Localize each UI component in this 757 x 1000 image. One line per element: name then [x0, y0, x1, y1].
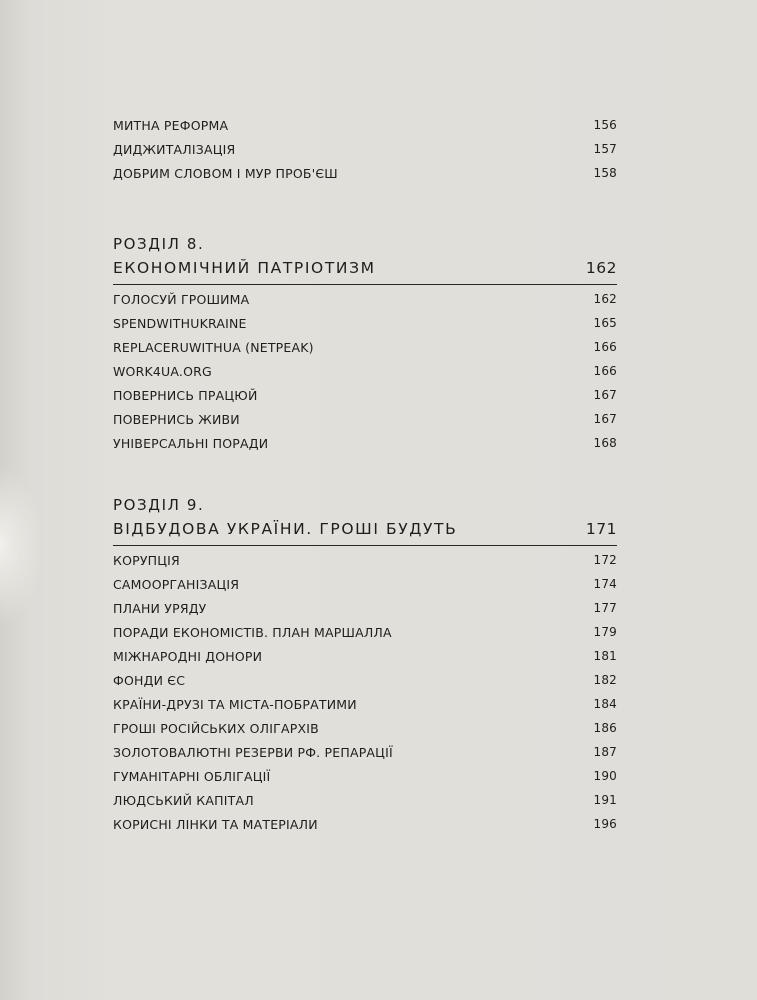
chapter-label: РОЗДІЛ 9.	[113, 496, 205, 514]
toc-entry-title: КОРУПЦІЯ	[113, 553, 180, 568]
toc-entry[interactable]	[113, 361, 617, 385]
toc-entry-page: 158	[593, 166, 617, 180]
toc-entry[interactable]	[113, 694, 617, 718]
toc-entry[interactable]	[113, 742, 617, 766]
toc-entry-title: ПОРАДИ ЕКОНОМІСТІВ. ПЛАН МАРШАЛЛА	[113, 625, 392, 640]
toc-entry-page: 162	[593, 292, 617, 306]
toc-entry-page: 184	[593, 697, 617, 711]
toc-entry[interactable]	[113, 385, 617, 409]
toc-entry[interactable]	[113, 670, 617, 694]
toc-entry-page: 157	[593, 142, 617, 156]
toc-entry[interactable]	[113, 814, 617, 838]
toc-entry-page: 181	[593, 649, 617, 663]
toc-entry-page: 190	[593, 769, 617, 783]
toc-entry[interactable]	[113, 433, 617, 457]
toc-entry-page: 196	[593, 817, 617, 831]
toc-entry-title: SPENDWITHUKRAINE	[113, 316, 247, 331]
toc-entry-title: МІЖНАРОДНІ ДОНОРИ	[113, 649, 263, 664]
toc-entry-title: ГРОШІ РОСІЙСЬКИХ ОЛІГАРХІВ	[113, 721, 319, 736]
toc-entry[interactable]	[113, 574, 617, 598]
chapter-heading[interactable]	[113, 259, 617, 285]
toc-entry-title: КОРИСНІ ЛІНКИ ТА МАТЕРІАЛИ	[113, 817, 318, 832]
toc-entry-page: 166	[593, 364, 617, 378]
chapter-title: ЕКОНОМІЧНИЙ ПАТРІОТИЗМ	[113, 259, 376, 277]
toc-entry-title: ПЛАНИ УРЯДУ	[113, 601, 207, 616]
toc-entry-title: ЛЮДСЬКИЙ КАПІТАЛ	[113, 793, 254, 808]
toc-entry-page: 182	[593, 673, 617, 687]
toc-entry-title: КРАЇНИ-ДРУЗІ ТА МІСТА-ПОБРАТИМИ	[113, 697, 357, 712]
toc-entry-title: МИТНА РЕФОРМА	[113, 118, 229, 133]
toc-entry-title: ГУМАНІТАРНІ ОБЛІГАЦІЇ	[113, 769, 271, 784]
toc-entry-page: 179	[593, 625, 617, 639]
toc-entry-page: 174	[593, 577, 617, 591]
toc-entry[interactable]	[113, 115, 617, 139]
toc-entry-title: REPLACERUWITHUA (NETPEAK)	[113, 340, 314, 355]
toc-entry-title: WORK4UA.ORG	[113, 364, 212, 379]
toc-entry-title: ФОНДИ ЄС	[113, 673, 186, 688]
toc-entry-title: ПОВЕРНИСЬ ПРАЦЮЙ	[113, 388, 258, 403]
toc-entry-page: 187	[593, 745, 617, 759]
toc-entry[interactable]	[113, 313, 617, 337]
toc-entry-title: ДОБРИМ СЛОВОМ І МУР ПРОБ'ЄШ	[113, 166, 338, 181]
chapter-page: 171	[585, 520, 617, 538]
toc-entry[interactable]	[113, 622, 617, 646]
toc-entry-page: 156	[593, 118, 617, 132]
toc-chapter-8	[113, 233, 617, 457]
toc-entry[interactable]	[113, 550, 617, 574]
toc-entry-page: 165	[593, 316, 617, 330]
toc-entry[interactable]	[113, 289, 617, 313]
toc-entry[interactable]	[113, 766, 617, 790]
chapter-label: РОЗДІЛ 8.	[113, 235, 205, 253]
toc-entry[interactable]	[113, 337, 617, 361]
toc-entry-title: САМООРГАНІЗАЦІЯ	[113, 577, 240, 592]
toc-entry-page: 166	[593, 340, 617, 354]
toc-entry-page: 191	[593, 793, 617, 807]
toc-entry-title: ПОВЕРНИСЬ ЖИВИ	[113, 412, 240, 427]
chapter-title: ВІДБУДОВА УКРАЇНИ. ГРОШІ БУДУТЬ	[113, 520, 458, 538]
toc-entry[interactable]	[113, 598, 617, 622]
toc-entry-page: 168	[593, 436, 617, 450]
toc-entry[interactable]	[113, 718, 617, 742]
toc-entry-page: 167	[593, 412, 617, 426]
light-glare	[0, 470, 40, 620]
chapter-heading[interactable]	[113, 520, 617, 546]
toc-entry-page: 177	[593, 601, 617, 615]
toc-entry-page: 172	[593, 553, 617, 567]
toc-chapter-9	[113, 494, 617, 838]
toc-entry-title: ЗОЛОТОВАЛЮТНІ РЕЗЕРВИ РФ. РЕПАРАЦІЇ	[113, 745, 393, 760]
toc-entry-page: 167	[593, 388, 617, 402]
toc-entry-title: УНІВЕРСАЛЬНІ ПОРАДИ	[113, 436, 269, 451]
toc-entry[interactable]	[113, 139, 617, 163]
toc-section-intro	[113, 115, 617, 187]
toc-entry[interactable]	[113, 163, 617, 187]
chapter-page: 162	[585, 259, 617, 277]
toc-entry-title: ГОЛОСУЙ ГРОШИМА	[113, 292, 250, 307]
toc-entry[interactable]	[113, 790, 617, 814]
toc-entry-title: ДИДЖИТАЛІЗАЦІЯ	[113, 142, 236, 157]
toc-entry[interactable]	[113, 409, 617, 433]
toc-entry[interactable]	[113, 646, 617, 670]
toc-entry-page: 186	[593, 721, 617, 735]
